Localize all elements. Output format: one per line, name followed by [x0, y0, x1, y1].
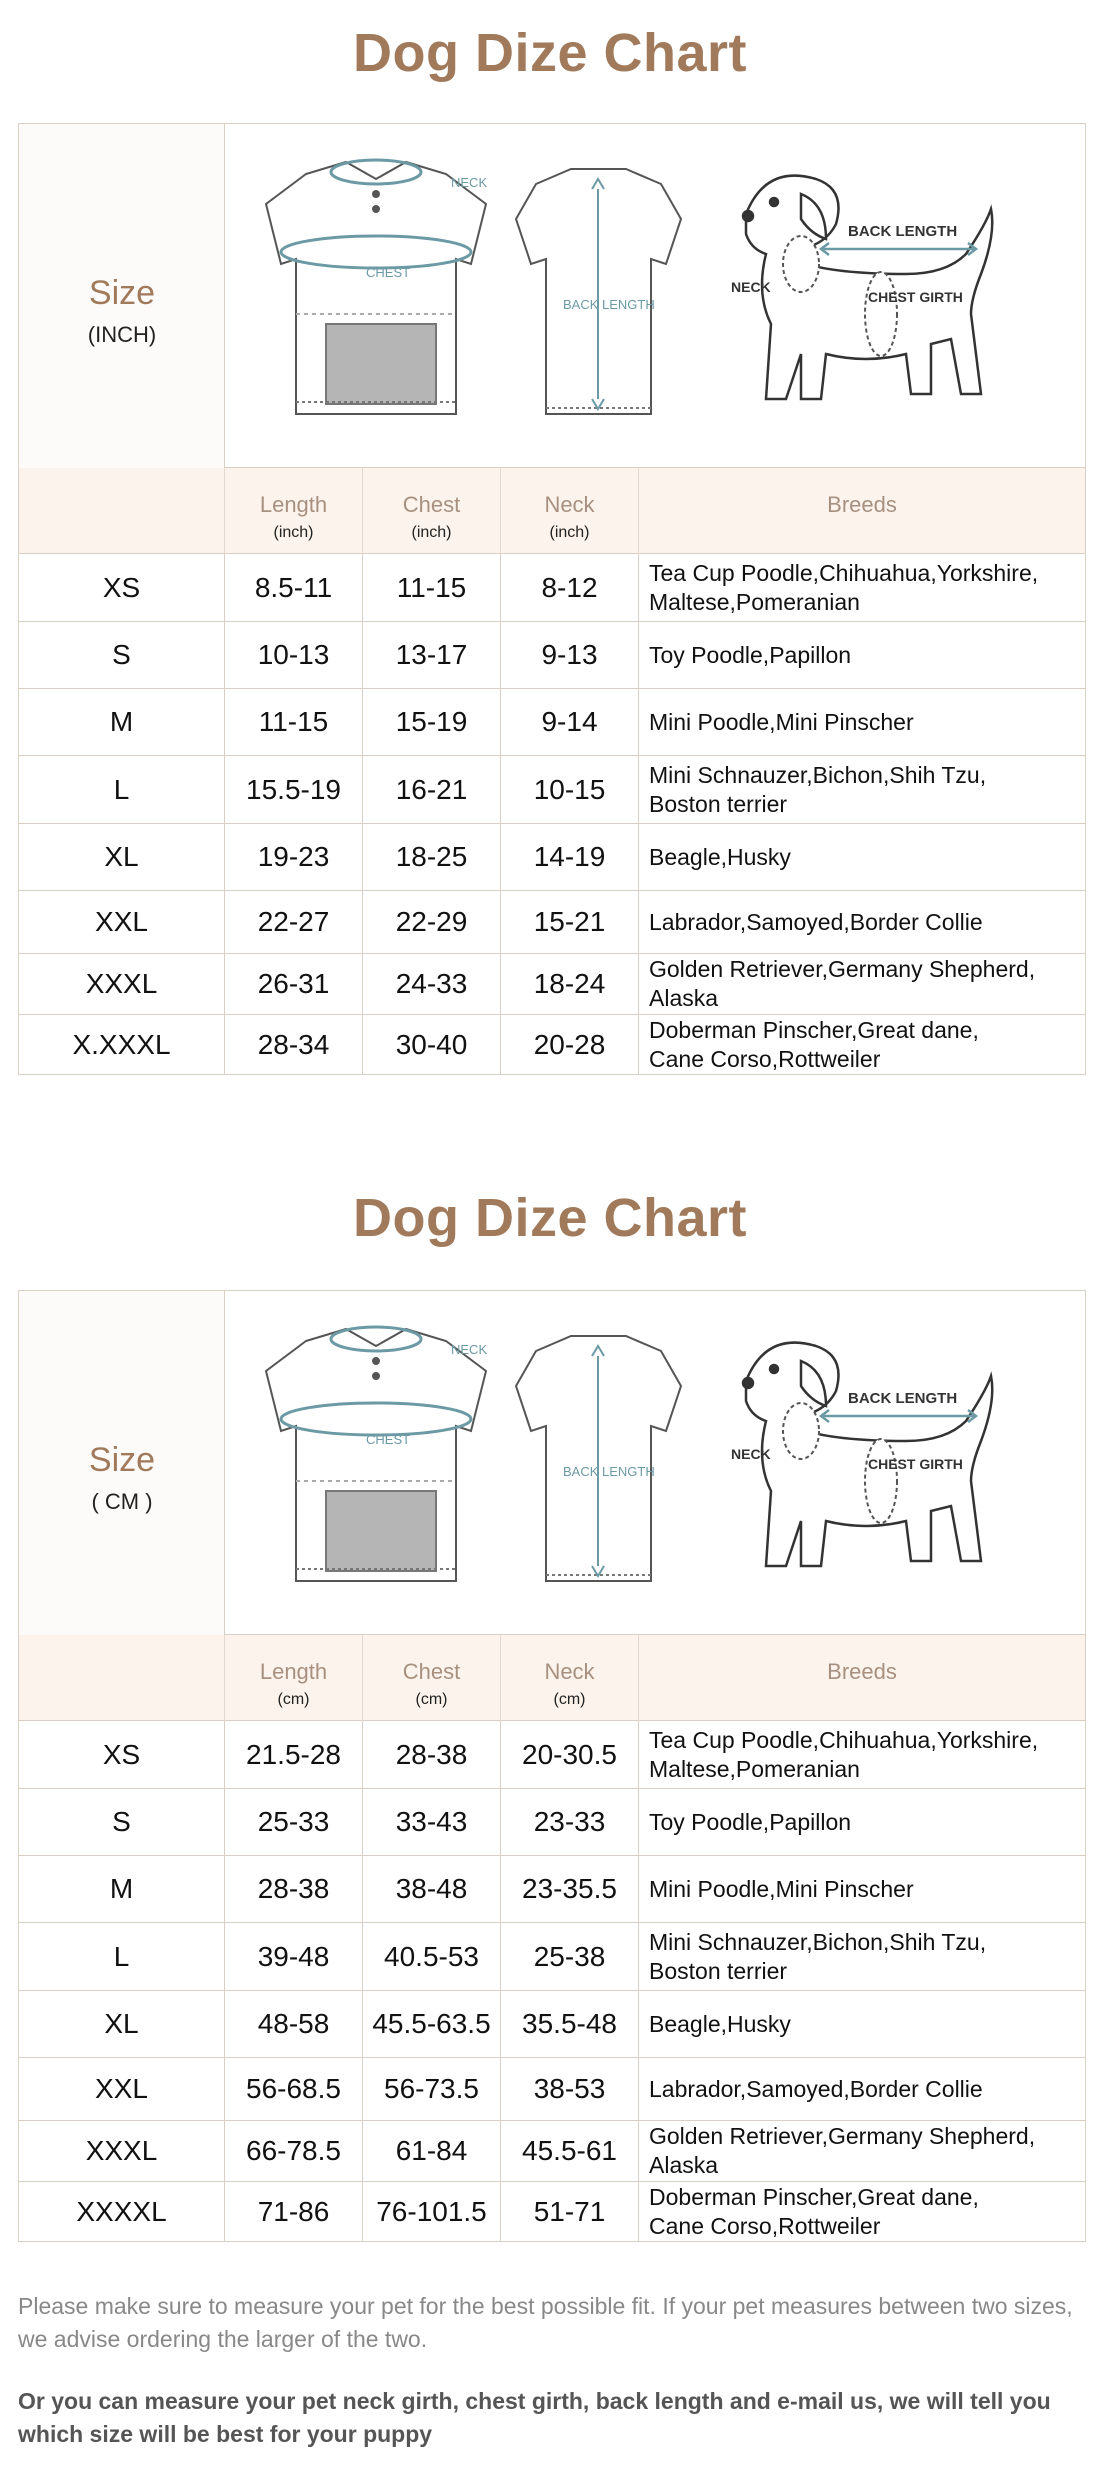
- size-cell: XXXL: [19, 954, 225, 1014]
- dog-icon: [743, 176, 992, 399]
- length-cell: 48-58: [225, 1991, 363, 2057]
- neck-cell: 23-33: [501, 1789, 639, 1855]
- header-length: Length (inch): [225, 468, 363, 554]
- table-row: [19, 1991, 1085, 2058]
- header-breeds: Breeds: [827, 492, 897, 517]
- breeds-cell: Mini Poodle,Mini Pinscher: [649, 708, 914, 735]
- length-cell: 8.5-11: [225, 554, 363, 621]
- chest-cell: 28-38: [363, 1721, 501, 1788]
- neck-cell: 9-13: [501, 622, 639, 688]
- table-row: [19, 554, 1085, 622]
- front-shirt-icon: [266, 160, 486, 414]
- chest-girth-label: CHEST GIRTH: [868, 289, 963, 305]
- illustration-row: [19, 124, 1085, 468]
- size-cell: S: [19, 1789, 225, 1855]
- neck-cell: 51-71: [501, 2182, 639, 2241]
- chest-cell: 15-19: [363, 689, 501, 755]
- length-cell: 15.5-19: [225, 756, 363, 823]
- chest-cell: 45.5-63.5: [363, 1991, 501, 2057]
- neck-cell: 8-12: [501, 554, 639, 621]
- table-row: [19, 891, 1085, 954]
- neck-cell: 20-28: [501, 1015, 639, 1074]
- chest-cell: 24-33: [363, 954, 501, 1014]
- header-empty-cell: [19, 1635, 225, 1721]
- breeds-cell: Mini Schnauzer,Bichon,Shih Tzu, Boston terrier: [649, 1928, 987, 1984]
- breeds-cell: Labrador,Samoyed,Border Collie: [649, 2075, 983, 2102]
- chest-cell: 11-15: [363, 554, 501, 621]
- size-cell: XL: [19, 1991, 225, 2057]
- chest-cell: 13-17: [363, 622, 501, 688]
- length-cell: 10-13: [225, 622, 363, 688]
- header-chest: Chest (inch): [363, 468, 501, 554]
- length-cell: 56-68.5: [225, 2058, 363, 2120]
- breeds-cell: Toy Poodle,Papillon: [649, 1808, 852, 1835]
- chest-cell: 30-40: [363, 1015, 501, 1074]
- breeds-cell: Mini Poodle,Mini Pinscher: [649, 1875, 914, 1902]
- table-row: [19, 1856, 1085, 1923]
- size-cell: XL: [19, 824, 225, 890]
- neck-dog-label: NECK: [731, 1446, 771, 1462]
- size-label-cell: [19, 1291, 225, 1635]
- chest-cell: 18-25: [363, 824, 501, 890]
- size-cell: X.XXXL: [19, 1015, 225, 1074]
- table-row: [19, 954, 1085, 1015]
- chest-cell: 40.5-53: [363, 1923, 501, 1990]
- size-cell: L: [19, 1923, 225, 1990]
- chest-cell: 61-84: [363, 2121, 501, 2181]
- table-row: [19, 689, 1085, 756]
- table-row: [19, 824, 1085, 891]
- header-neck: Neck (inch): [501, 468, 639, 554]
- length-cell: 19-23: [225, 824, 363, 890]
- breeds-cell: Toy Poodle,Papillon: [649, 641, 852, 668]
- size-cell: XXXXL: [19, 2182, 225, 2241]
- back-shirt-icon: [516, 169, 681, 414]
- back-shirt-icon: [516, 1336, 681, 1581]
- table-row: [19, 1789, 1085, 1856]
- fit-note: Please make sure to measure your pet for the best possible fit. If your pet measures between two sizes, we advise ordering the larger of the two.: [18, 2293, 1073, 2353]
- breeds-cell: Mini Schnauzer,Bichon,Shih Tzu, Boston terrier: [649, 761, 987, 817]
- breeds-cell: Beagle,Husky: [649, 2010, 791, 2037]
- neck-cell: 38-53: [501, 2058, 639, 2120]
- neck-cell: 18-24: [501, 954, 639, 1014]
- breeds-cell: Beagle,Husky: [649, 843, 791, 870]
- table-row: [19, 1015, 1085, 1074]
- length-cell: 39-48: [225, 1923, 363, 1990]
- table-header-row: [19, 468, 1085, 554]
- size-cell: L: [19, 756, 225, 823]
- chest-cell: 33-43: [363, 1789, 501, 1855]
- length-cell: 25-33: [225, 1789, 363, 1855]
- size-cell: M: [19, 689, 225, 755]
- back-length-dog-label: BACK LENGTH: [848, 223, 958, 240]
- table-row: [19, 2121, 1085, 2182]
- length-cell: 28-38: [225, 1856, 363, 1922]
- neck-label: NECK: [451, 175, 488, 190]
- chest-cell: 22-29: [363, 891, 501, 953]
- page-title: Dog Dize Chart: [352, 1188, 748, 1248]
- chest-girth-label: CHEST GIRTH: [868, 1456, 963, 1472]
- size-chart-cm: [18, 1290, 1086, 2242]
- size-cell: XXXL: [19, 2121, 225, 2181]
- length-cell: 28-34: [225, 1015, 363, 1074]
- size-label-cell: [19, 124, 225, 468]
- unit-label: ( CM ): [91, 1489, 153, 1514]
- neck-dog-label: NECK: [731, 279, 771, 295]
- size-label: Size: [88, 1441, 156, 1479]
- neck-cell: 23-35.5: [501, 1856, 639, 1922]
- back-length-label: BACK LENGTH: [563, 297, 655, 312]
- breeds-cell: Doberman Pinscher,Great dane, Cane Corso,Rottweiler: [649, 1016, 979, 1072]
- chest-cell: 38-48: [363, 1856, 501, 1922]
- neck-cell: 35.5-48: [501, 1991, 639, 2057]
- table-row: [19, 1721, 1085, 1789]
- back-length-dog-label: BACK LENGTH: [848, 1390, 958, 1407]
- header-breeds: Breeds: [827, 1659, 897, 1684]
- neck-cell: 45.5-61: [501, 2121, 639, 2181]
- measurement-illustration: [226, 1291, 1085, 1635]
- chest-cell: 76-101.5: [363, 2182, 501, 2241]
- length-cell: 21.5-28: [225, 1721, 363, 1788]
- breeds-cell: Tea Cup Poodle,Chihuahua,Yorkshire, Maltese,Pomeranian: [649, 1726, 1039, 1782]
- size-cell: XXL: [19, 891, 225, 953]
- size-cell: XXL: [19, 2058, 225, 2120]
- chest-label: CHEST: [366, 1432, 411, 1447]
- length-cell: 71-86: [225, 2182, 363, 2241]
- front-shirt-icon: [266, 1327, 486, 1581]
- length-cell: 66-78.5: [225, 2121, 363, 2181]
- header-empty-cell: [19, 468, 225, 554]
- chest-cell: 16-21: [363, 756, 501, 823]
- breeds-cell: Golden Retriever,Germany Shepherd, Alaska: [649, 2123, 1036, 2178]
- breeds-cell: Tea Cup Poodle,Chihuahua,Yorkshire, Maltese,Pomeranian: [649, 559, 1039, 615]
- breeds-cell: Golden Retriever,Germany Shepherd, Alaska: [649, 956, 1036, 1011]
- dog-icon: [743, 1343, 992, 1566]
- size-label: Size: [88, 274, 156, 312]
- table-row: [19, 756, 1085, 824]
- neck-cell: 25-38: [501, 1923, 639, 1990]
- breeds-cell: Labrador,Samoyed,Border Collie: [649, 908, 983, 935]
- table-row: [19, 1923, 1085, 1991]
- measurement-illustration: [226, 124, 1085, 468]
- length-cell: 26-31: [225, 954, 363, 1014]
- chest-cell: 56-73.5: [363, 2058, 501, 2120]
- length-cell: 11-15: [225, 689, 363, 755]
- unit-label: (INCH): [87, 322, 157, 347]
- table-header-row: [19, 1635, 1085, 1721]
- header-neck: Neck (cm): [501, 1635, 639, 1721]
- header-length: Length (cm): [225, 1635, 363, 1721]
- size-cell: S: [19, 622, 225, 688]
- neck-cell: 9-14: [501, 689, 639, 755]
- neck-cell: 20-30.5: [501, 1721, 639, 1788]
- table-row: [19, 2058, 1085, 2121]
- page-title: Dog Dize Chart: [352, 23, 748, 83]
- size-cell: M: [19, 1856, 225, 1922]
- size-cell: XS: [19, 1721, 225, 1788]
- contact-note: Or you can measure your pet neck girth, chest girth, back length and e-mail us, we will tell you which size will be best for your puppy: [18, 2388, 1051, 2448]
- back-length-label: BACK LENGTH: [563, 1464, 655, 1479]
- size-chart-inch: [18, 123, 1086, 1075]
- illustration-row: [19, 1291, 1085, 1635]
- size-cell: XS: [19, 554, 225, 621]
- chest-label: CHEST: [366, 265, 411, 280]
- table-row: [19, 622, 1085, 689]
- header-chest: Chest (cm): [363, 1635, 501, 1721]
- table-row: [19, 2182, 1085, 2241]
- length-cell: 22-27: [225, 891, 363, 953]
- neck-cell: 10-15: [501, 756, 639, 823]
- breeds-cell: Doberman Pinscher,Great dane, Cane Corso,Rottweiler: [649, 2183, 979, 2239]
- neck-label: NECK: [451, 1342, 488, 1357]
- neck-cell: 14-19: [501, 824, 639, 890]
- neck-cell: 15-21: [501, 891, 639, 953]
